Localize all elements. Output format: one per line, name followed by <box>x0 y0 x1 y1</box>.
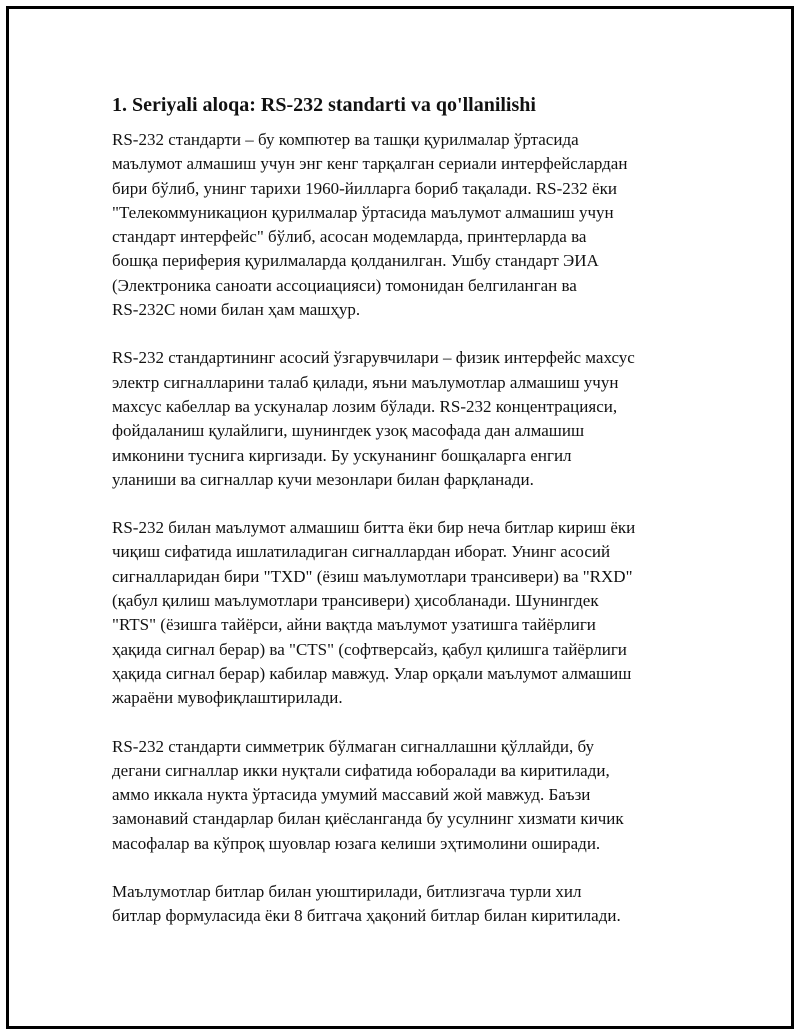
document-title: 1. Seriyali aloqa: RS-232 standarti va qo'llanilishi <box>112 94 536 116</box>
text-line: стандарт интерфейс" бўлиб, асосан модемларда, принтерларда ва <box>112 227 587 247</box>
text-line: чиқиш сифатида ишлатиладиган сигналлардан иборат. Унинг асосий <box>112 542 611 562</box>
paragraph-5 <box>112 880 702 929</box>
text-line: аммо иккала нукта ўртасида умумий массавий жой мавжуд. Баъзи <box>112 785 591 805</box>
text-line: махсус кабеллар ва ускуналар лозим бўлади. RS-232 концентрацияси, <box>112 396 618 416</box>
text-line: электр сигналларини талаб қилади, яъни маълумотлар алмашиш учун <box>112 372 619 392</box>
text-line: RS-232 стандарти – бу компютер ва ташқи қурилмалар ўртасида <box>112 130 579 149</box>
text-line: маълумот алмашиш учун энг кенг тарқалган сериали интерфейслардан <box>112 154 628 174</box>
text-line: бошқа периферия қурилмаларда қолданилган. Ушбу стандарт ЭИА <box>112 251 599 271</box>
text-line: дегани сигналлар икки нуқтали сифатида юборалади ва киритилади, <box>112 760 610 780</box>
text-line: жараёни мувофиқлаштирилади. <box>112 688 343 708</box>
text-line: Маълумотлар битлар билан уюштирилади, битлизгача турли хил <box>112 882 582 902</box>
text-line: уланиши ва сигналлар кучи мезонлари билан фарқланади. <box>112 469 534 489</box>
text-line: масофалар ва кўпроқ шуовлар юзага келиши эҳтимолини оширади. <box>112 833 601 853</box>
text-line: бири бўлиб, унинг тарихи 1960-йилларга бориб тақалади. RS-232 ёки <box>112 178 617 198</box>
document-body <box>112 92 702 953</box>
paragraph-3 <box>112 516 702 710</box>
text-line: сигналларидан бири "TXD" (ёзиш маълумотлари трансивери) ва "RXD" <box>112 566 633 586</box>
text-line: ҳақида сигнал берар) ва "CTS" (софтверсайз, қабул қилишга тайёрлиги <box>112 639 627 659</box>
paragraph-2 <box>112 346 702 492</box>
text-line: "Телекоммуникацион қурилмалар ўртасида маълумот алмашиш учун <box>112 202 614 222</box>
text-line: ҳақида сигнал берар) кабилар мавжуд. Улар орқали маълумот алмашиш <box>112 663 632 683</box>
text-line: RS-232 стандарти симметрик бўлмаган сигналлашни қўллайди, бу <box>112 736 594 756</box>
text-line: битлар формуласида ёки 8 битгача ҳақоний битлар билан киритилади. <box>112 906 621 926</box>
text-line: RS-232C номи билан ҳам машҳур. <box>112 300 361 320</box>
text-line: имконини туснига киргизади. Бу ускунанинг бошқаларга енгил <box>112 445 572 465</box>
text-line: RS-232 стандартининг асосий ўзгарувчилари – физик интерфейс махсус <box>112 348 635 368</box>
paragraph-4 <box>112 735 702 856</box>
text-line: "RTS" (ёзишга тайёрси, айни вақтда маълумот узатишга тайёрлиги <box>112 615 596 635</box>
text-line: фойдаланиш қулайлиги, шунингдек узоқ масофада дан алмашиш <box>112 421 585 441</box>
text-line: RS-232 билан маълумот алмашиш битта ёки бир неча битлар кириш ёки <box>112 518 636 538</box>
text-line: (қабул қилиш маълумотлари трансивери) ҳисобланади. Шунингдек <box>112 591 599 611</box>
text-line: (Электроника саноати ассоциацияси) томонидан белгиланган ва <box>112 275 577 295</box>
text-line: замонавий стандарлар билан қиёсланганда бу усулнинг хизмати кичик <box>112 809 624 829</box>
paragraph-1 <box>112 128 702 322</box>
